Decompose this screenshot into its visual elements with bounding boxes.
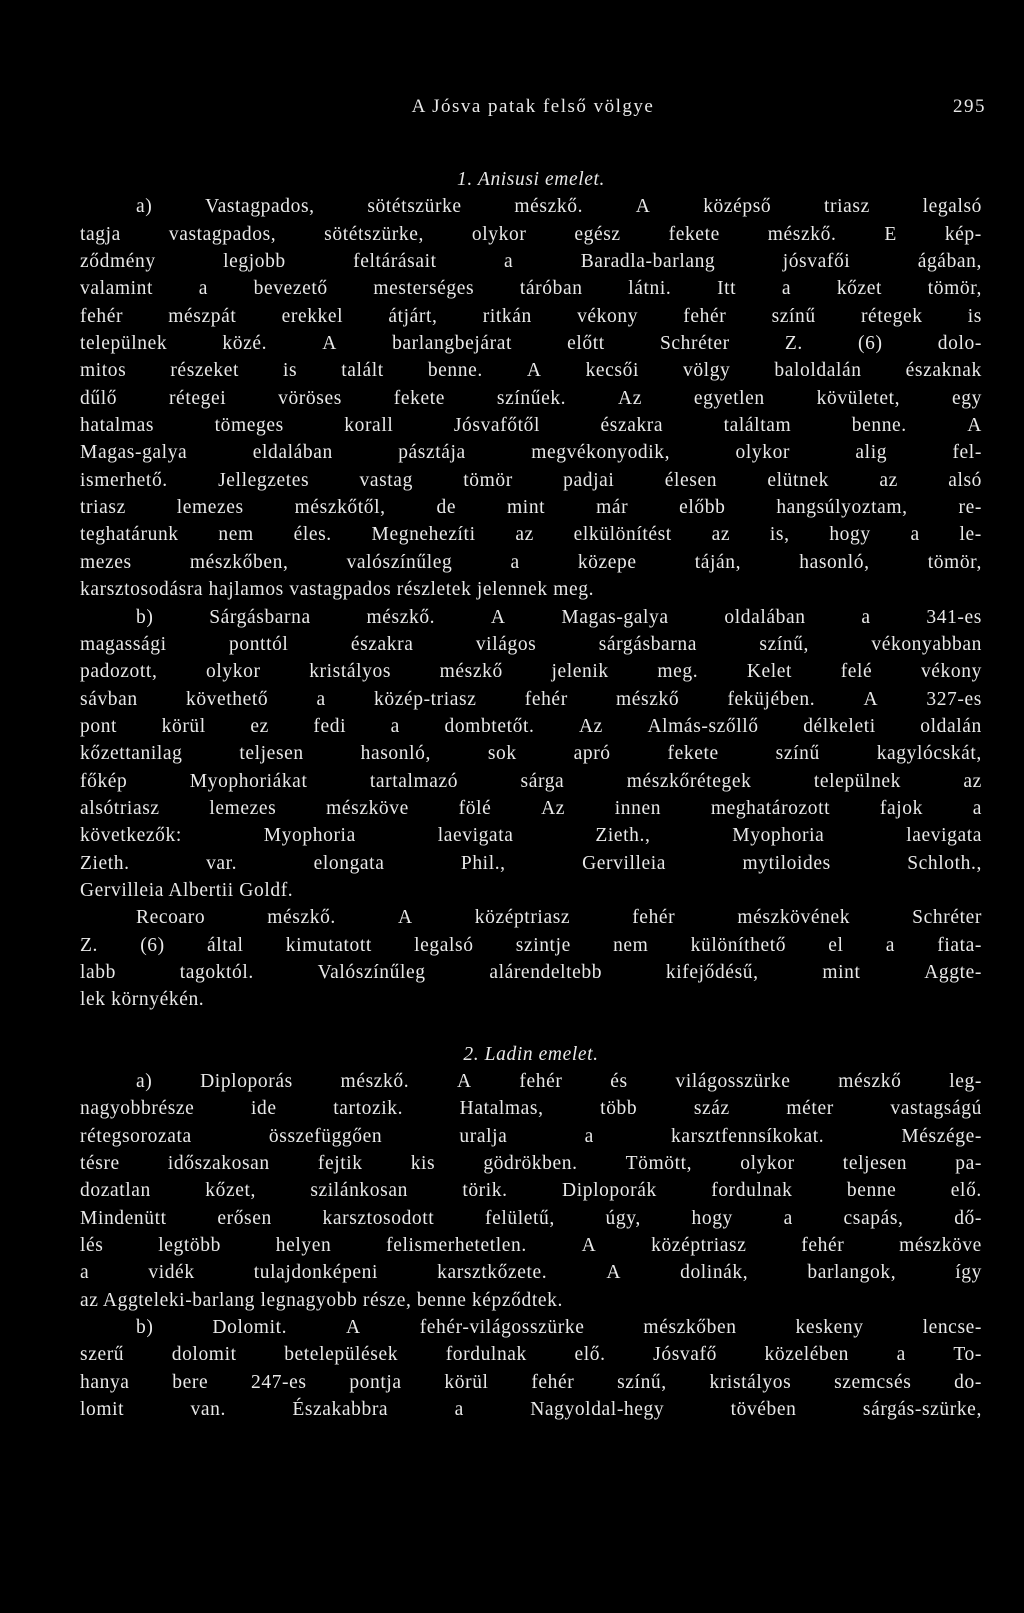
text-line: a) Diploporás mészkő. A fehér és világosszürke mészkő leg-	[136, 1071, 982, 1092]
text-line: főkép Myophoriákat tartalmazó sárga mészkőrétegek települnek az	[80, 770, 982, 792]
running-title: A Jósva patak felső völgye	[411, 96, 655, 117]
text-line: valamint a bevezető mesterséges táróban látni. Itt a kőzet tömör,	[80, 278, 982, 300]
text-line: karsztosodásra hajlamos vastagpados részletek jelennek meg.	[80, 579, 595, 601]
text-line: szerű dolomit betelepülések fordulnak elő. Jósvafő közelében a To-	[80, 1344, 982, 1366]
text-line: magassági ponttól északra világos sárgásbarna színű, vékonyabban	[80, 633, 982, 655]
body-text	[80, 166, 982, 1423]
section-heading: 2. Ladin emelet.	[463, 1043, 599, 1065]
text-line: kőzettanilag teljesen hasonló, sok apró fekete színű kagylócskát,	[80, 743, 982, 765]
text-line: teghatárunk nem éles. Megnehezíti az elkülönítést az is, hogy a le-	[80, 524, 982, 546]
text-line: az Aggteleki-barlang legnagyobb része, benne képződtek.	[80, 1289, 563, 1311]
text-line: következők: Myophoria laevigata Zieth., Myophoria laevigata	[80, 825, 982, 847]
text-line: mitos részeket is talált benne. A kecsői völgy baloldalán északnak	[80, 360, 982, 382]
text-line: települnek közé. A barlangbejárat előtt Schréter Z. (6) dolo-	[80, 333, 982, 355]
text-line: tagja vastagpados, sötétszürke, olykor egész fekete mészkő. E kép-	[80, 223, 982, 245]
text-line: Zieth. var. elongata Phil., Gervilleia mytiloides Schloth.,	[80, 852, 982, 874]
text-line: b) Dolomit. A fehér-világosszürke mészkőben keskeny lencse-	[136, 1317, 982, 1339]
text-line: fehér mészpát erekkel átjárt, ritkán vékony fehér színű rétegek is	[80, 305, 982, 327]
text-line: tésre időszakosan fejtik kis gödrökben. Tömött, olykor teljesen pa-	[80, 1153, 982, 1175]
text-line: Gervilleia Albertii Goldf.	[80, 879, 294, 901]
text-line: Recoaro mészkő. A középtriasz fehér mészkövének Schréter	[136, 907, 982, 929]
page-number: 295	[953, 96, 986, 117]
section-heading: 1. Anisusi emelet.	[456, 169, 605, 190]
text-line: padozott, olykor kristályos mészkő jelenik meg. Kelet felé vékony	[80, 661, 982, 683]
text-line: sávban követhető a közép-triasz fehér mészkő feküjében. A 327-es	[80, 688, 982, 710]
text-line: triasz lemezes mészkőtől, de mint már előbb hangsúlyoztam, re-	[80, 497, 982, 519]
text-line: hatalmas tömeges korall Jósvafőtől északra találtam benne. A	[80, 415, 982, 437]
text-line: hanya bere 247-es pontja körül fehér színű, kristályos szemcsés do-	[80, 1371, 982, 1393]
text-line: ződmény legjobb feltárásait a Baradla-barlang jósvafői ágában,	[80, 251, 982, 273]
text-line: dűlő rétegei vöröses fekete színűek. Az egyetlen kövületet, egy	[80, 387, 982, 409]
text-line: pont körül ez fedi a dombtetőt. Az Almás-szőllő délkeleti oldalán	[80, 715, 982, 737]
running-header	[80, 96, 986, 126]
text-line: Magas-galya eldalában pásztája megvékonyodik, olykor alig fel-	[80, 442, 982, 464]
text-line: nagyobbrésze ide tartozik. Hatalmas, több száz méter vastagságú	[80, 1098, 982, 1120]
text-line: ismerhető. Jellegzetes vastag tömör padjai élesen elütnek az alsó	[80, 469, 982, 491]
text-line: lek környékén.	[80, 989, 205, 1011]
text-line: labb tagoktól. Valószínűleg alárendeltebb kifejődésű, mint Aggte-	[80, 961, 982, 983]
text-line: Mindenütt erősen karsztosodott felületű, úgy, hogy a csapás, dő-	[80, 1207, 982, 1229]
text-line: lomit van. Északabbra a Nagyoldal-hegy tövében sárgás-szürke,	[80, 1399, 982, 1421]
text-line: lés legtöbb helyen felismerhetetlen. A középtriasz fehér mészköve	[80, 1235, 982, 1257]
text-line: alsótriasz lemezes mészköve fölé Az innen meghatározott fajok a	[80, 797, 982, 819]
text-line: Z. (6) által kimutatott legalsó szintje nem különíthető el a fiata-	[80, 934, 982, 956]
text-line: mezes mészkőben, valószínűleg a közepe táján, hasonló, tömör,	[80, 551, 982, 573]
text-line: rétegsorozata összefüggően uralja a karsztfennsíkokat. Mészége-	[80, 1125, 982, 1147]
text-line: a vidék tulajdonképeni karsztkőzete. A dolinák, barlangok, így	[80, 1262, 982, 1284]
text-line: a) Vastagpados, sötétszürke mészkő. A középső triasz legalsó	[136, 196, 982, 218]
text-line: dozatlan kőzet, szilánkosan törik. Diploporák fordulnak benne elő.	[80, 1180, 982, 1202]
text-line: b) Sárgásbarna mészkő. A Magas-galya oldalában a 341-es	[136, 606, 982, 628]
